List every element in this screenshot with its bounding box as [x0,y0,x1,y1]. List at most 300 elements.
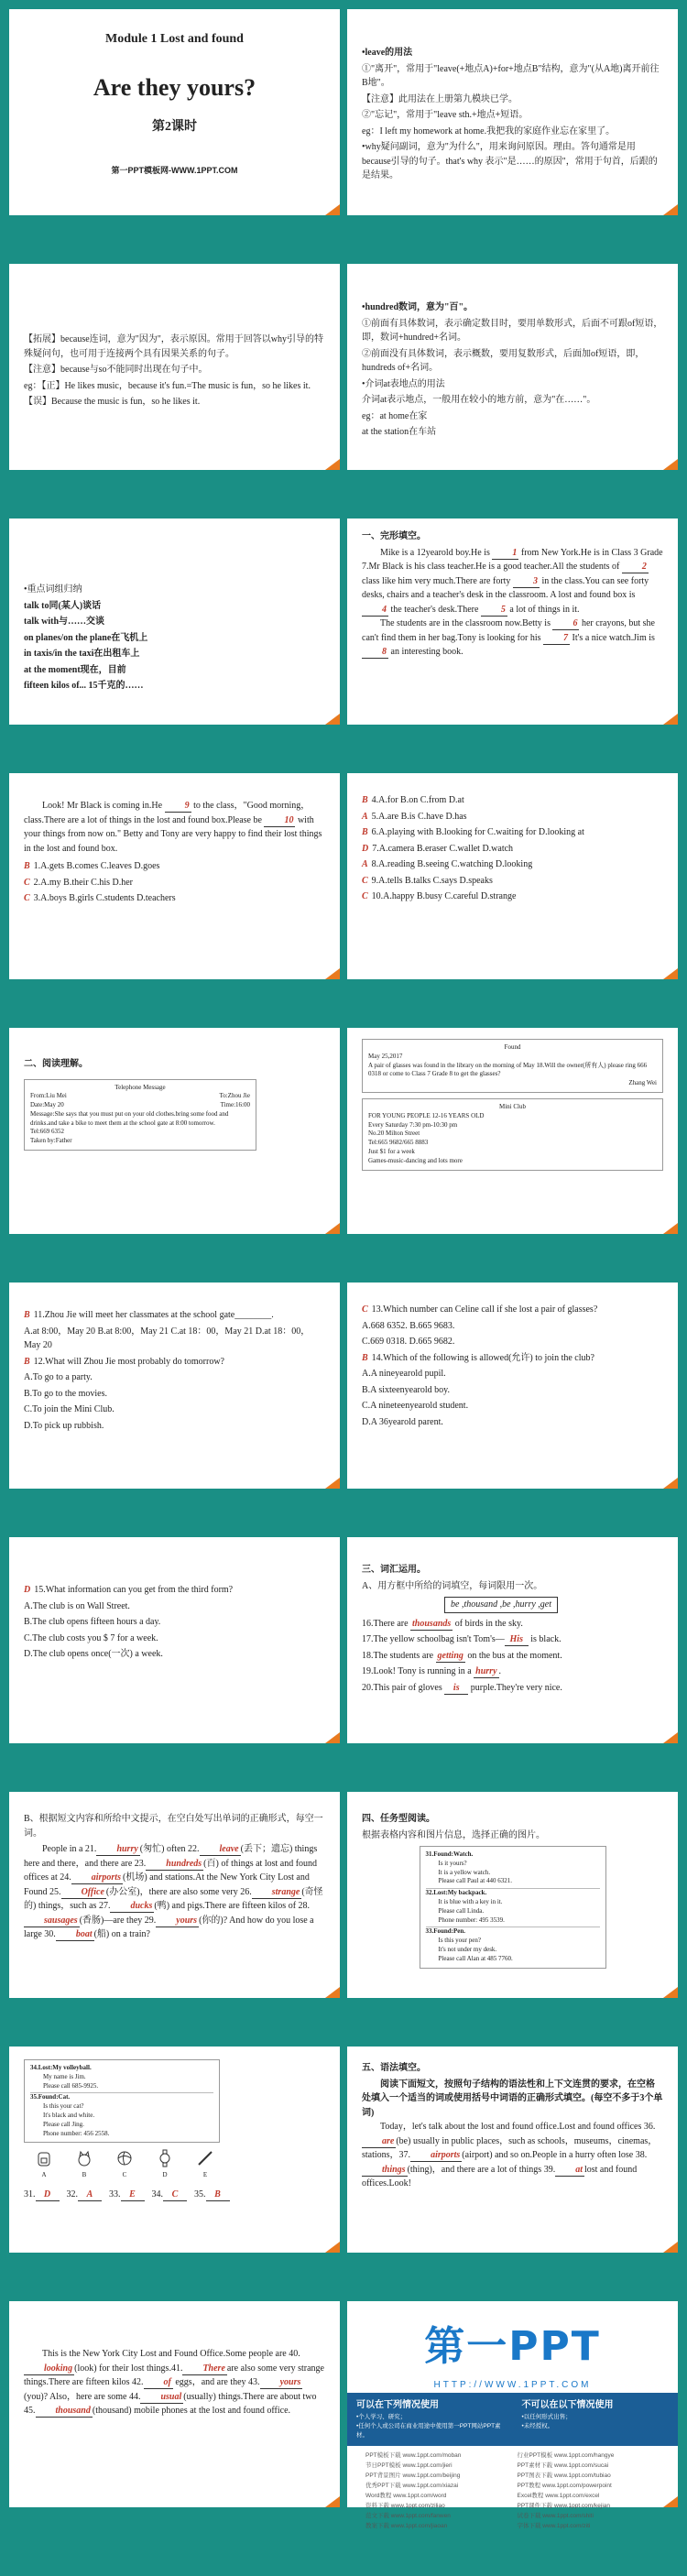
slide-8-body [362,793,663,968]
answer-27: ducks [110,1901,154,1913]
text: (你的)? And how do you lose a large 30. [24,1915,314,1939]
line: ①"离开"，常用于"leave(+地点A)+for+地点B"结构，意为"(从A地)离开前往B地"。 [362,63,660,88]
text: 17.The yellow schoolbag isn't Tom's— [362,1634,505,1644]
site-url[interactable]: HTTP://WWW.1PPT.COM [433,2380,592,2391]
picture-e [195,2150,215,2180]
slide-5-phrases[interactable] [9,518,340,725]
footer-link[interactable]: 资料下载 www.1ppt.com/ziliao [365,2503,445,2510]
answer-45: thousand [36,2406,93,2418]
footer-link[interactable]: 优秀PPT下载 www.1ppt.com/xiazai [365,2483,459,2490]
option: C.The club costs you $ 7 for a week. [24,1632,158,1643]
blank-3: 3 [513,576,540,588]
option-row [362,825,663,840]
line: eg：at home在家 [362,410,428,421]
line: eg：【正】He likes music，because it's fun.=The music is fun，so he likes it. [24,380,311,391]
slide-17-pictures[interactable] [9,2047,340,2253]
slide-6-cloze-passage[interactable] [347,518,678,725]
line: fifteen kilos of... 15千克的…… [24,681,144,691]
slide-18-grammar-fill[interactable] [347,2047,678,2253]
question-text: 12.What will Zhou Jie most probably do tomorrow? [33,1356,224,1367]
question-text: 15.What information can you get from the third form? [34,1585,234,1595]
answer-26: strange [252,1887,302,1899]
option-row [24,891,325,906]
slide-15-word-forms[interactable] [9,1792,340,1998]
line: talk with与……交谈 [24,617,105,627]
notice-date: May 25,2017 [368,1052,403,1060]
slide-12-body [362,1303,663,1478]
forbidden-use [513,2393,679,2446]
answer-21: hurry [96,1844,139,1856]
slide-19-grammar-continued[interactable] [9,2301,340,2507]
text: (丢下；遗忘) things here and there，and there are 23. [24,1844,318,1869]
footer-link[interactable]: PPT素材下载 www.1ppt.com/sucai [517,2462,609,2470]
option: C.To join the Mini Club. [24,1404,114,1414]
text: 19.Look! Tony is running in a [362,1666,474,1676]
slide-1-title[interactable] [9,9,340,215]
answer-44: usual [140,2392,183,2404]
option-text: 5.A.are B.is C.have D.has [371,811,467,822]
club-line: No.20 Milton Street [368,1130,420,1138]
line: at the moment现在，目前 [24,664,126,675]
answer-letter: D [362,843,369,854]
pen-icon [195,2150,215,2167]
text: (usually) things.There are about two 45. [24,2391,317,2416]
option: A.668 6352. B.665 9683. [362,1320,455,1331]
footer-link[interactable]: 字体下载 www.1ppt.com/ziti [517,2523,591,2530]
slide-10-body [362,1039,663,1223]
note-line: My name is Jim. [43,2072,86,2080]
text: eggs，and are they 43. [172,2377,260,2387]
link-grid [365,2451,660,2532]
slide-16-task-reading[interactable] [347,1792,678,1998]
option: D.A 36yearold parent. [362,1416,443,1427]
answer-letter: C [24,893,30,903]
slide-4-hundred-at[interactable] [347,264,678,470]
option-text: 1.A.gets B.comes C.leaves D.goes [33,861,160,871]
answer-letter: C [24,877,30,888]
text: (办公室)，there are also some very 26. [105,1886,252,1897]
picture-label: E [202,2171,208,2179]
question-options: A.at 8:00，May 20 B.at 8:00，May 21 C.at 18：00，May 21 D.at 18：00，May 20 [24,1326,311,1350]
text: (look) for their lost things.41. [74,2363,183,2374]
allowed-line: •个人学习、研究； [356,2413,407,2420]
option-row [362,857,663,872]
line: in taxis/in the taxi在出租车上 [24,649,140,659]
lesson-title: Are they yours? [93,73,256,101]
instruction: 根据表格内容和图片信息，选择正确的图片。 [362,1829,545,1840]
text: the teacher's desk.There [388,604,481,615]
line: talk to同(某人)谈话 [24,600,102,611]
answer-28: sausages [24,1916,80,1927]
text: are also some very strange things.There are fifteen kilos 42. [24,2363,324,2387]
note-line: Please call Alan at 485 7760. [438,1954,513,1962]
answer-43: yours [260,2377,303,2389]
text: Look! Mr Black is coming in.He [42,801,165,811]
option-row [362,874,663,889]
slide-5-body [24,583,325,714]
slide-14-body [362,1563,663,1732]
answer-letter: B [24,1356,30,1367]
blank-5: 5 [481,605,507,617]
blank-8: 8 [362,647,388,659]
answer-40: looking [24,2363,74,2375]
q-num: 32. [66,2189,78,2200]
note-taken-by: Taken by:Father [30,1137,72,1145]
slide-11-questions[interactable] [9,1283,340,1489]
answer-item [194,2188,230,2202]
answer-37: airports [410,2150,462,2162]
text: from New York.He is in Class 3 Grade 7.Mr Black is his class teacher.He is a good teacher.All the students of [362,547,663,572]
answer-23: hundreds [146,1859,203,1871]
line: •leave的用法 [362,48,413,58]
notice-text: A pair of glasses was found in the library on the morning of May 18.Will the owner(所有人) please ring 666 0318 or come to Class 7 Grade 8 to get the glasses? [368,1061,648,1078]
line: 【注意】because与so不能同时出现在句子中。 [24,365,208,375]
text: in the class.You can see forty desks, chairs and a teacher's desk in the classroom. A lost and found box is [362,575,649,600]
slide-3-because[interactable] [9,264,340,470]
answer: A [78,2189,102,2201]
slide-12-questions[interactable] [347,1283,678,1489]
instruction: A、用方框中所给的词填空，每词限用一次。 [362,1580,543,1591]
fill-item [362,1632,663,1647]
note-line: Please call 685-9925. [43,2081,99,2090]
passage [24,2347,325,2418]
note-date: Date:May 20 [30,1101,64,1109]
question-row [362,1303,663,1317]
note-line: Is this your cat? [43,2102,84,2111]
picture-label: D [162,2171,168,2179]
line: •重点词组归纳 [24,584,82,595]
footer-link[interactable]: Excel教程 www.1ppt.com/excel [517,2493,600,2500]
text: 16.There are [362,1618,411,1629]
club-line: Tel:665 9682/665 8883 [368,1139,429,1147]
answer: His [505,1634,529,1646]
answer-24: airports [71,1872,123,1884]
option: A.The club is on Wall Street. [24,1600,130,1611]
notice-title: Found [504,1043,521,1051]
answer-letter: C [362,891,368,901]
option: C.A nineteenyearold student. [362,1401,469,1411]
answer-item [67,2188,103,2202]
slide-17-body [24,2059,325,2242]
text: The students are in the classroom now.Betty is [380,618,553,628]
note-to: To:Zhou Jie [219,1092,250,1100]
section-heading: 三、词汇运用。 [362,1565,426,1575]
footer-link[interactable]: Word教程 www.1ppt.com/word [365,2493,447,2500]
telephone-message [24,1079,256,1152]
text: a lot of things in it. [507,604,580,615]
text: It's a nice watch.Jim is [570,632,655,643]
line: 介词at表示地点，一般用在较小的地方前，意为"在……"。 [362,395,596,405]
option-text: 9.A.tells B.talks C.says D.speaks [371,875,493,886]
text: (香肠)—are they 29. [79,1915,157,1926]
answer: hurry [475,1666,497,1676]
text: to the class，"Good morning，class.There are a lot of things in the lost and found box.Please be [24,801,311,825]
answer-letter: B [24,861,30,871]
word-box: be ,thousand ,be ,hurry ,get [444,1597,558,1613]
text: (you)? Also，here are some 44. [24,2391,141,2402]
forbidden-line: •以任何形式出售； [521,2413,572,2420]
club-line: Just $1 for a week [368,1147,415,1155]
picture-a [34,2150,54,2180]
note-row [30,1092,250,1101]
note-title: 32.Lost:My backpack. [425,1889,487,1897]
option-text: 6.A.playing with B.looking for C.waiting for D.looking at [371,827,584,837]
answer: is [444,1683,468,1695]
text: (机场) and stations.At the New York City Lost and Found 25. [24,1872,310,1897]
note-title: 35.Found:Cat. [30,2092,213,2102]
footer-link[interactable]: 教案下载 www.1ppt.com/jiaoan [365,2523,448,2530]
footer-link[interactable]: 范文下载 www.1ppt.com/fanwen [365,2513,451,2520]
answer-38: things [362,2165,408,2177]
line: at the station在车站 [362,427,437,437]
notes-box [420,1846,606,1969]
note-31 [426,1850,600,1886]
text: purple.They're very nice. [468,1682,562,1693]
fill-item [362,1649,663,1664]
line: ②"忘记"，常用于"leave sth.+地点+短语。 [362,110,529,120]
text: on the bus at the moment. [464,1650,562,1661]
allowed-line: •任何个人或公司在商业用途中使用第一PPT网站PPT素材。 [356,2422,501,2439]
allowed-title: 可以在下列情况使用 [356,2400,439,2410]
slide-14-vocab[interactable] [347,1537,678,1743]
allowed-use [347,2393,513,2446]
line: ①前面有具体数词，表示确定数目时，要用单数形式，后面不可跟of短语，即，数词+hundred+名词。 [362,318,663,343]
slide-11-body [24,1308,325,1478]
notice-sign: Zhang Wei [628,1079,657,1087]
question-text: 13.Which number can Celine call if she lost a pair of glasses? [371,1304,598,1315]
blank-2: 2 [622,562,649,573]
note-line: Is this your pen? [438,1937,481,1945]
footer-link[interactable]: 节日PPT模板 www.1ppt.com/jieri [365,2462,453,2470]
answer-row [24,2188,325,2202]
line: •介词at表地点的用法 [362,378,445,389]
line: eg：I left my homework at home.我把我的家庭作业忘在家里了。 [362,126,616,136]
text: People in a 21. [42,1844,97,1854]
note-line: Phone number: 456 2558. [43,2129,110,2137]
slide-10-notices[interactable] [347,1028,678,1234]
answer-letter: A [362,859,368,869]
answer-item [24,2188,60,2202]
club-line: Every Saturday 7:30 pm-10:30 pm [368,1120,458,1129]
question-row [24,1355,325,1370]
line: on planes/on the plane在飞机上 [24,632,148,643]
option-text: 2.A.my B.their C.his D.her [33,877,133,888]
note-line: It is a yellow watch. [438,1868,491,1876]
note-line: It is blue with a key in it. [438,1897,503,1905]
line: 【拓展】because连词，意为"因为"，表示原因。常用于回答以why引导的特殊疑问句，也可用于连接两个具有因果关系的句子。 [24,334,324,359]
answer-item [152,2188,188,2202]
answer: B [206,2189,230,2201]
text: (匆忙) often 22. [139,1844,200,1854]
cat-icon [74,2150,94,2167]
footer-link[interactable]: PPT图表下载 www.1ppt.com/tubiao [517,2472,611,2480]
logo-area [347,2301,678,2393]
answer-30: boat [56,1929,94,1941]
picture-b [74,2150,94,2180]
text: (奇怪的) things，such as 27. [24,1886,323,1911]
module-title: Module 1 Lost and found [105,32,244,46]
text: (be) usually in public places，such as schools，museums，cinemas，stations，37. [362,2135,658,2160]
blank-9: 9 [165,801,191,813]
note-from: From:Liu Mei [30,1092,67,1100]
text: Today，let's talk about the lost and found office.Lost and found offices 36. [380,2122,656,2132]
picture-label: B [82,2171,87,2179]
q-num: 35. [194,2189,206,2200]
option-row [24,876,325,890]
footer-text: 第一PPT模板网-WWW.1PPT.COM [111,165,238,175]
slide-18-body [362,2061,663,2242]
blank-4: 4 [362,605,388,617]
fill-item [362,1617,663,1632]
option-row [362,890,663,904]
slide-19-body [24,2347,325,2496]
answer-letter: A [362,811,368,822]
section-heading: 一、完形填空。 [362,531,426,541]
text: lost and found offices.Look! [362,2164,638,2189]
note-33 [426,1927,600,1963]
slide-13-body [24,1583,325,1732]
note-line: Please call Paul at 440 6321. [438,1877,512,1885]
passage [362,2120,663,2191]
note-title: 33.Found:Pen. [425,1927,466,1936]
slide-9-reading[interactable] [9,1028,340,1234]
slide-15-body [24,1812,325,1987]
note-line: Is it yours? [438,1859,467,1867]
question-row [362,1351,663,1366]
section-heading: 五、语法填空。 [362,2063,426,2073]
club-line: Games-music-dancing and lots more [368,1156,463,1164]
picture-c [114,2150,135,2180]
volleyball-icon [114,2150,135,2167]
note-title: 31.Found:Watch. [425,1850,474,1858]
footer-link[interactable]: PPT背景图片 www.1ppt.com/beijing [365,2472,461,2480]
slide-8-options[interactable] [347,773,678,979]
usage-banner [347,2393,678,2446]
option-text: 8.A.reading B.seeing C.watching D.looking [371,859,533,869]
answer-36: are [362,2136,396,2148]
text: (鸭) and pigs.There are fifteen kilos of 28. [154,1901,311,1911]
option-text: 3.A.boys B.girls C.students D.teachers [33,893,176,903]
footer-link[interactable]: 试卷下载 www.1ppt.com/shiti [517,2513,594,2520]
footer-link[interactable]: 行业PPT模板 www.1ppt.com/hangye [517,2452,615,2459]
slide-2-body [362,46,663,204]
blank-7: 7 [543,633,570,645]
note-32 [426,1888,600,1925]
answer-22: leave [200,1844,241,1856]
answer: E [121,2189,145,2201]
passage [24,1842,325,1942]
option: D.The club opens once(一次) a week. [24,1649,163,1659]
option-row [362,810,663,824]
picture-label: C [122,2171,127,2179]
text: with your things from now on." Betty and Tony are very happy to find their lost things in the lost and found box. [24,814,322,854]
text: (airport) and so on.People in a hurry often lose 38. [462,2150,648,2160]
option-text: 7.A.camera B.eraser C.wallet D.watch [372,843,514,854]
text: (thing)，and there are a lot of things 39. [407,2164,556,2175]
question-text: 14.Which of the following is allowed(允许) to join the club? [371,1352,594,1363]
line: •hundred数词，意为"百"。 [362,302,474,312]
text: an interesting book. [388,647,463,657]
forbidden-line: •未经授权。 [521,2422,554,2429]
fill-item [362,1665,663,1679]
answer-letter: B [362,827,368,837]
option-text: 10.A.happy B.busy C.careful D.strange [371,891,517,901]
answer-41: There [182,2363,226,2375]
blank-6: 6 [552,618,579,630]
answer-item [109,2188,145,2202]
notes-box [24,2059,220,2143]
option: B.The club opens fifteen hours a day. [24,1617,161,1627]
note-line: Phone number: 495 3539. [438,1916,505,1924]
text: of birds in the sky. [453,1618,523,1629]
slide-16-body [362,1812,663,1987]
picture-row [24,2150,225,2180]
slide-2-leave-why[interactable] [347,9,678,215]
text: (thousand) mobile phones at the lost and found office. [92,2406,291,2416]
option: B.A sixteenyearold boy. [362,1384,451,1395]
question-row [24,1308,325,1323]
picture-d [155,2150,175,2180]
text: 18.The students are [362,1650,436,1661]
slide-20-copyright[interactable] [347,2301,678,2530]
option: A.A nineyearold pupil. [362,1369,446,1379]
line: •why疑问副词，意为"为什么"，用来询问原因。理由。答句通常是用because引导的句子。that's why 表示"是……的原因"，常用于句首，后跟的是结果。 [362,142,658,180]
line: 【误】Because the music is fun，so he likes it. [24,397,201,407]
note-line: It's not under my desk. [438,1945,497,1953]
answer-letter: C [362,875,368,886]
slide-6-body [362,529,663,714]
option-row [362,793,663,808]
slide-13-question[interactable] [9,1537,340,1743]
footer-link[interactable]: PPT模板下载 www.1ppt.com/moban [365,2452,462,2459]
text: 20.This pair of gloves [362,1682,445,1693]
picture-label: A [41,2171,47,2179]
text: is black. [528,1634,562,1644]
note-line: Please call Jing. [43,2120,84,2128]
footer-link[interactable]: PPT课件下载 www.1ppt.com/kejian [517,2503,611,2510]
note-line: Please call Linda. [438,1906,485,1915]
watch-icon [155,2150,175,2167]
answer: C [163,2189,187,2201]
notice-title: Mini Club [499,1102,526,1110]
slide-7-cloze-continued[interactable] [9,773,340,979]
note-time: Time:16:00 [220,1101,250,1109]
answer-29: yours [156,1916,199,1927]
slide-3-body [24,333,325,459]
footer-link[interactable]: PPT教程 www.1ppt.com/powerpoint [517,2483,612,2490]
site-logo: 第一PPT [424,2323,601,2370]
text: her crayons, but she can't find them in her bag.Tony is looking for his [362,618,655,643]
option: D.To pick up rubbish. [24,1420,104,1431]
text: class like him very much.There are forty [362,575,513,586]
q-num: 31. [24,2189,36,2200]
option: C.669 0318. D.665 9682. [362,1337,455,1347]
note-row [30,1101,250,1110]
option: A.To go to a party. [24,1372,93,1382]
club-line: FOR YOUNG PEOPLE 12-16 YEARS OLD [368,1111,485,1119]
text: This is the New York City Lost and Found Office.Some people are 40. [42,2349,300,2359]
note-message: Message:She says that you must put on your old clothes.bring some food and drinks.and take a bike to meet them at the school gate at 8:00 tomorrow. [30,1109,229,1127]
question-row [24,1583,325,1598]
answer: D [36,2189,60,2201]
option-text: 4.A.for B.on C.from D.at [371,795,464,805]
blank-10: 10 [264,815,295,827]
instruction: 阅读下面短文，按照句子结构的语法性和上下文连贯的要求，在空格处填入一个适当的词或使用括号中词语的正确形式填空。(每空不多于3个单词) [362,2079,663,2118]
note-tel: Tel:669 6352 [30,1128,65,1136]
club-notice [362,1098,663,1171]
text: . [498,1666,502,1676]
slide-4-body [362,300,663,459]
